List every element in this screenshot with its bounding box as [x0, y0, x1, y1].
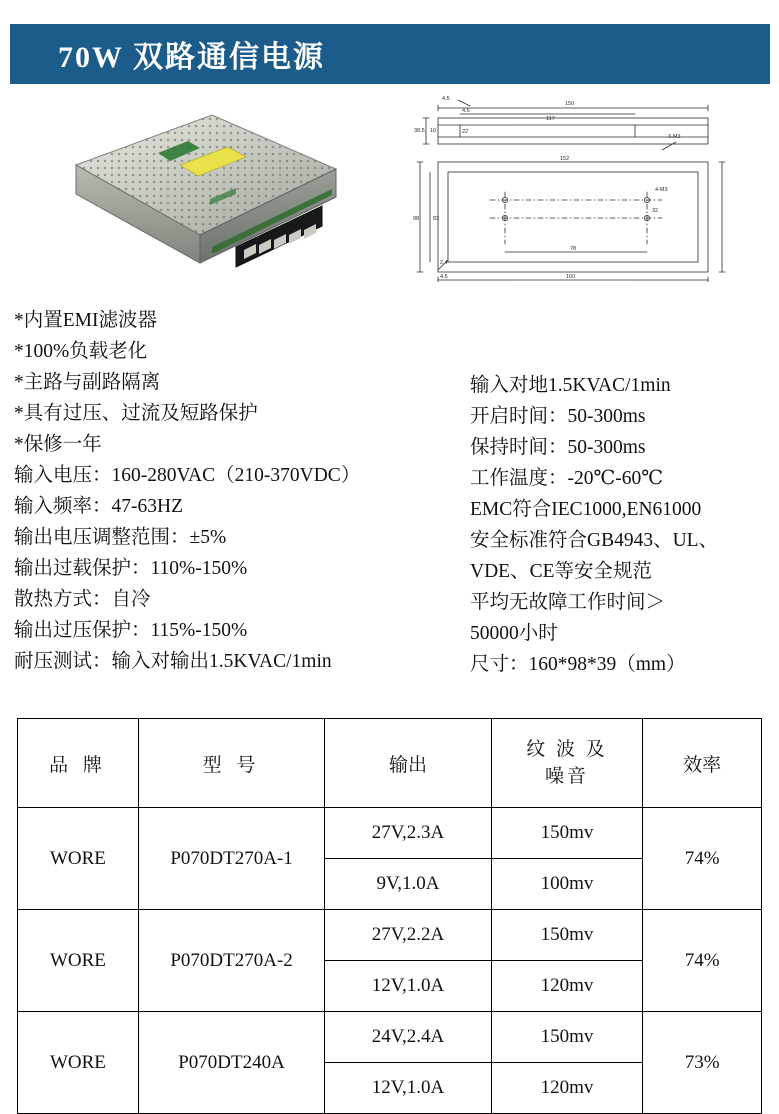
table-header-model: 型 号: [138, 719, 324, 808]
drawing-label-e: 4.5: [440, 274, 448, 280]
drawing-label-h1: 38.5: [414, 128, 425, 134]
table-header-output: 输出: [325, 719, 492, 808]
spec-item-emc: EMC符合IEC1000,EN61000: [470, 499, 702, 520]
page-header-banner: [10, 24, 770, 84]
spec-item-safety-1: 安全标准符合GB4943、UL、: [470, 530, 719, 551]
drawing-label-inner: 117: [546, 116, 555, 122]
feature-item: *100%负载老化: [14, 341, 148, 362]
spec-item-overvoltage: 输出过压保护：115%-150%: [14, 620, 248, 641]
spec-item-mtbf-1: 平均无故障工作时间＞: [470, 592, 666, 613]
drawing-label-hole-top: 3-M3: [668, 134, 681, 140]
cell-output: 24V,2.4A: [325, 1012, 492, 1063]
model-table-wrapper: [17, 718, 762, 1114]
drawing-label-hole-h: 78: [570, 246, 577, 252]
spec-item-temperature: 工作温度：-20℃-60℃: [470, 468, 664, 489]
drawing-label-outer-w: 160: [566, 274, 576, 280]
cell-output: 27V,2.3A: [325, 808, 492, 859]
table-header-ripple: [491, 719, 642, 808]
spec-item-hipot: 耐压测试：输入对输出1.5KVAC/1min: [14, 651, 332, 672]
cell-brand: WORE: [18, 910, 139, 1012]
table-row: [18, 910, 762, 961]
feature-item: *保修一年: [14, 434, 102, 455]
drawing-label-d: 2.4: [440, 260, 448, 266]
feature-item: *内置EMI滤波器: [14, 310, 157, 331]
cell-efficiency: 74%: [643, 910, 762, 1012]
spec-item-mtbf-2: 50000小时: [470, 623, 558, 644]
cell-efficiency: 73%: [643, 1012, 762, 1114]
cell-output: 12V,1.0A: [325, 1063, 492, 1114]
cell-model: P070DT270A-1: [138, 808, 324, 910]
drawing-label-hole-v: 32: [652, 208, 659, 214]
spec-item-hold-time: 保持时间：50-300ms: [470, 437, 646, 458]
spec-item-overload: 输出过载保护：110%-150%: [14, 558, 248, 579]
table-header-efficiency: 效率: [643, 719, 762, 808]
spec-item-cooling: 散热方式：自冷: [14, 589, 151, 610]
cell-model: P070DT270A-2: [138, 910, 324, 1012]
cell-ripple: 120mv: [491, 961, 642, 1012]
cell-output: 27V,2.2A: [325, 910, 492, 961]
table-header-ripple-line1: 纹 波 及: [526, 739, 608, 760]
feature-item: *主路与副路隔离: [14, 372, 161, 393]
cell-ripple: 150mv: [491, 1012, 642, 1063]
table-header-ripple-line2: 噪音: [545, 766, 590, 787]
cell-efficiency: 74%: [643, 808, 762, 910]
product-photo: [60, 95, 350, 280]
cell-output: 12V,1.0A: [325, 961, 492, 1012]
cell-output: 9V,1.0A: [325, 859, 492, 910]
drawing-label-body-w: 152: [560, 156, 570, 162]
spec-list-right: [470, 370, 779, 680]
spec-item-isolation: 输入对地1.5KVAC/1min: [470, 375, 671, 396]
page-title: 70W 双路通信电源: [58, 41, 325, 74]
cell-model: P070DT240A: [138, 1012, 324, 1114]
cell-ripple: 150mv: [491, 808, 642, 859]
cell-ripple: 150mv: [491, 910, 642, 961]
spec-item-dimensions: 尺寸：160*98*39（mm）: [470, 654, 686, 675]
feature-list: [14, 305, 464, 677]
cell-ripple: 120mv: [491, 1063, 642, 1114]
drawing-label-b: 4.5: [462, 108, 470, 114]
cell-brand: WORE: [18, 808, 139, 910]
table-row: [18, 808, 762, 859]
drawing-label-hole: 4-M3: [655, 187, 668, 193]
table-header-row: [18, 719, 762, 808]
dimension-drawing: [400, 92, 750, 282]
table-row: [18, 1012, 762, 1063]
drawing-label-c: 22: [462, 129, 469, 135]
spec-item-input-voltage: 输入电压：160-280VAC（210-370VDC）: [14, 465, 361, 486]
model-table: [17, 718, 762, 1114]
spec-item-safety-2: VDE、CE等安全规范: [470, 561, 652, 582]
table-header-brand: 品 牌: [18, 719, 139, 808]
spec-item-voltage-adjust: 输出电压调整范围：±5%: [14, 527, 227, 548]
drawing-label-width: 150: [565, 101, 575, 107]
cell-ripple: 100mv: [491, 859, 642, 910]
spec-item-startup-time: 开启时间：50-300ms: [470, 406, 646, 427]
drawing-label-body-h: 98: [413, 216, 420, 222]
drawing-label-body-h2: 83: [433, 216, 440, 222]
banner-left-block: [10, 24, 58, 84]
spec-item-input-frequency: 输入频率：47-63HZ: [14, 496, 183, 517]
cell-brand: WORE: [18, 1012, 139, 1114]
drawing-label-h2: 10: [430, 128, 437, 134]
feature-item: *具有过压、过流及短路保护: [14, 403, 258, 424]
drawing-label-a: 4.5: [442, 96, 450, 102]
